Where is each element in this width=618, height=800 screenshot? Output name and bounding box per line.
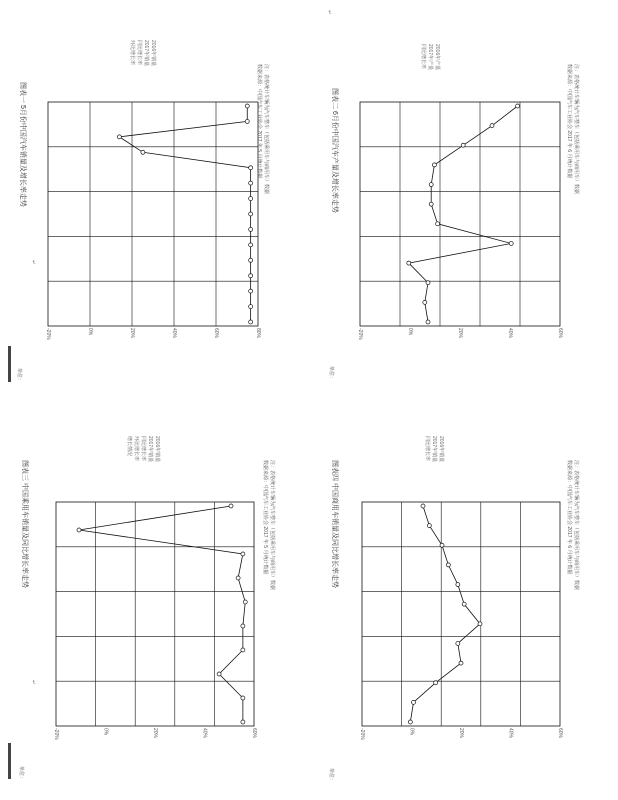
legend-entry: 2016年销量	[150, 40, 156, 67]
plot-frame	[362, 502, 560, 726]
data-point	[516, 104, 520, 108]
data-point	[429, 202, 433, 206]
top-right-mark: ↵	[326, 10, 332, 15]
legend-entry: 2017年产量	[427, 44, 433, 71]
legend-entry: 同比增长率	[424, 436, 430, 462]
data-point	[141, 150, 145, 154]
data-point	[456, 583, 460, 587]
legend-entry: 2017年销量	[147, 436, 153, 463]
data-point	[461, 143, 465, 147]
data-point	[249, 305, 253, 309]
chart-footnote: 数据来源：中国汽车工业协会 2017 年 5 月统计数据	[262, 460, 268, 575]
data-point	[462, 602, 466, 606]
chart-title: 图表四 中国商用车销量及同比增长率走势	[331, 460, 338, 588]
data-point	[117, 135, 121, 139]
data-point	[249, 227, 253, 231]
y-tick-label: 0%	[87, 328, 93, 336]
legend-entry: 2017年销量	[143, 40, 149, 67]
plot-frame	[360, 102, 560, 326]
bottom-left-mark: ↵	[30, 680, 36, 685]
data-point	[407, 261, 411, 265]
data-point	[459, 661, 463, 665]
data-point	[249, 181, 253, 185]
legend-entry: 2016年产量	[434, 44, 440, 71]
data-point	[421, 504, 425, 508]
unit-label: 单位：	[16, 368, 22, 384]
y-tick-label: 40%	[171, 328, 177, 339]
chart-title: 图表二 6月份中国汽车产量及增长率走势	[331, 88, 338, 213]
data-point	[241, 720, 245, 724]
data-point	[490, 124, 494, 128]
legend-entry: 环比增长率	[133, 436, 139, 462]
legend-entry: 环比增长率	[129, 40, 135, 66]
data-point	[249, 258, 253, 262]
data-point	[245, 104, 249, 108]
y-tick-label: 20%	[152, 728, 158, 739]
legend-entry: 增长情况	[126, 436, 132, 457]
y-tick-label: 60%	[557, 728, 563, 739]
data-point	[432, 163, 436, 167]
data-point	[478, 622, 482, 626]
chart-plot-bottom-left	[48, 498, 266, 740]
data-point	[241, 696, 245, 700]
data-point	[423, 300, 427, 304]
series-line	[119, 106, 250, 322]
data-point	[243, 600, 247, 604]
data-point	[217, 672, 221, 676]
y-tick-label: 0%	[407, 328, 413, 336]
chart-title: 图表一 5月份中国汽车销量及增长率走势	[19, 82, 26, 207]
y-tick-label: 60%	[557, 328, 563, 339]
y-tick-label: 20%	[129, 328, 135, 339]
series-line	[410, 506, 480, 722]
data-point	[236, 576, 240, 580]
data-point	[412, 700, 416, 704]
data-point	[245, 119, 249, 123]
chart-subnote: 注：表格统计车辆为汽车整车（包括乘用车与商用车）数据	[573, 64, 579, 195]
data-point	[436, 222, 440, 226]
y-tick-label: 0%	[102, 728, 109, 736]
y-tick-label: 0%	[408, 728, 415, 736]
top-left-mark: ↵	[30, 260, 36, 265]
data-point	[249, 197, 253, 201]
data-point	[241, 552, 245, 556]
data-point	[249, 166, 253, 170]
data-point	[249, 274, 253, 278]
chart-subnote: 注：表格统计车辆为汽车整车（包括乘用车与商用车）数据	[573, 460, 579, 591]
corner-mark-top-left	[8, 346, 11, 382]
data-point	[434, 681, 438, 685]
corner-mark-bottom-left	[8, 743, 11, 779]
legend-entry: 2016年销量	[438, 436, 444, 463]
y-tick-label: 40%	[507, 328, 513, 339]
data-point	[241, 624, 245, 628]
chart-footnote: 数据来源：中国汽车工业协会 2017 年 5 月统计数据	[256, 64, 262, 179]
y-tick-label: 80%	[255, 328, 261, 339]
plot-frame	[48, 102, 258, 326]
data-point	[429, 183, 433, 187]
data-point	[249, 212, 253, 216]
y-tick-label: -20%	[359, 728, 365, 740]
y-tick-label: 20%	[457, 328, 463, 339]
chart-plot-top-left	[40, 98, 270, 340]
y-tick-label: -20%	[45, 328, 51, 340]
y-tick-label: -20%	[53, 728, 59, 740]
chart-footnote: 数据来源：中国汽车工业协会 2017 年 6 月统计数据	[566, 460, 572, 575]
legend-column	[424, 436, 444, 462]
unit-label: 单位：	[328, 768, 334, 784]
y-tick-label: 60%	[213, 328, 219, 339]
chart-legend	[420, 44, 440, 70]
data-point	[426, 320, 430, 324]
y-tick-label: 40%	[201, 728, 208, 739]
y-tick-label: 40%	[507, 728, 514, 739]
chart-plot-bottom-right	[354, 498, 572, 740]
chart-legend	[126, 436, 160, 462]
chart-legend	[129, 40, 156, 66]
data-point	[426, 281, 430, 285]
y-tick-label: -20%	[357, 328, 363, 340]
data-point	[229, 504, 233, 508]
y-tick-label: 60%	[251, 728, 257, 739]
unit-label: 单位：	[328, 366, 334, 382]
chart-plot-top-right	[352, 98, 572, 340]
data-point	[440, 543, 444, 547]
legend-entry: 同比增长率	[136, 40, 142, 66]
data-point	[241, 648, 245, 652]
legend-column	[126, 436, 160, 462]
data-point	[427, 524, 431, 528]
chart-legend	[424, 436, 444, 462]
chart-subnote: 注：表格统计车辆为汽车整车（包括乘用车与商用车）数据	[263, 64, 269, 195]
data-point	[456, 641, 460, 645]
legend-entry: 2016年销量	[154, 436, 160, 463]
data-point	[77, 528, 81, 532]
series-line	[79, 506, 245, 722]
legend-column	[420, 44, 440, 70]
chart-subnote: 注：表格统计车辆为汽车整车（包括乘用车与商用车）数据	[269, 460, 275, 591]
data-point	[446, 563, 450, 567]
data-point	[509, 241, 513, 245]
data-point	[408, 720, 412, 724]
legend-column	[129, 40, 156, 66]
legend-entry: 2017年销量	[431, 436, 437, 463]
data-point	[249, 243, 253, 247]
legend-entry: 同比增长率	[420, 44, 426, 70]
unit-label: 单位：	[18, 766, 24, 782]
chart-title: 图表三 中国乘用车销量及同比增长率走势	[21, 460, 28, 588]
legend-entry: 同比增长率	[140, 436, 146, 462]
data-point	[249, 320, 253, 324]
series-line	[409, 106, 518, 322]
chart-footnote: 数据来源：中国汽车工业协会 2017 年 6 月统计数据	[566, 64, 572, 179]
y-tick-label: 20%	[458, 728, 464, 739]
data-point	[249, 289, 253, 293]
plot-frame	[56, 502, 254, 726]
